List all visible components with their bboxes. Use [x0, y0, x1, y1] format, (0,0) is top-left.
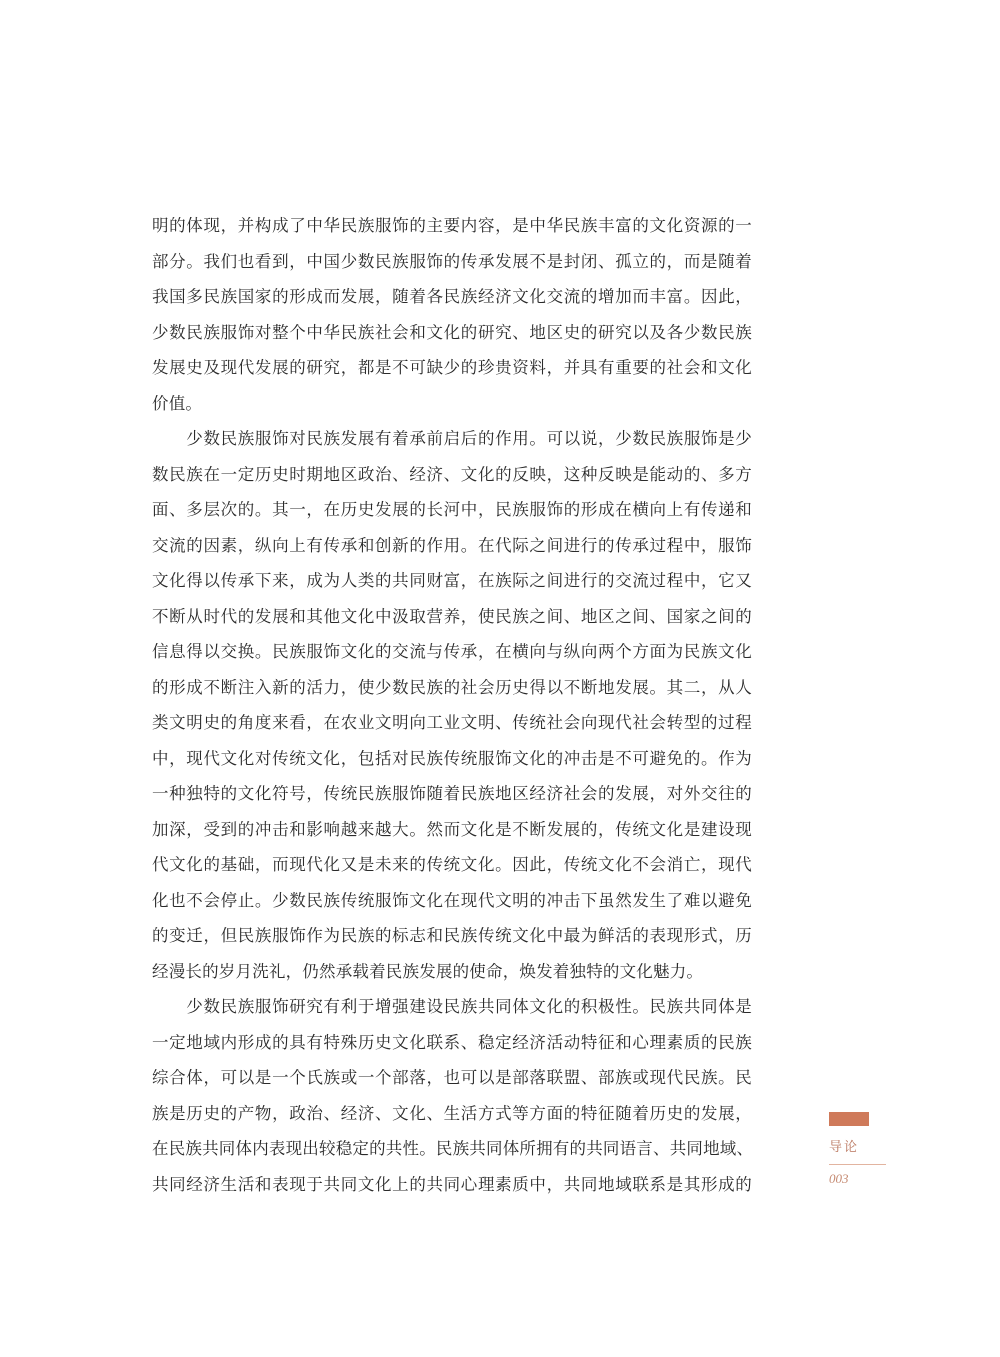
text-line: 面、多层次的。其一，在历史发展的长河中，民族服饰的形成在横向上有传递和 — [152, 500, 752, 519]
text-line: 少数民族服饰研究有利于增强建设民族共同体文化的积极性。民族共同体是 — [152, 997, 752, 1016]
body-text — [152, 208, 752, 1202]
text-line: 代文化的基础，而现代化又是未来的传统文化。因此，传统文化不会消亡，现代 — [152, 855, 752, 874]
text-line: 中，现代文化对传统文化，包括对民族传统服饰文化的冲击是不可避免的。作为 — [152, 748, 752, 768]
text-line: 不断从时代的发展和其他文化中汲取营养，使民族之间、地区之间、国家之间的 — [152, 606, 752, 626]
text-line: 的形成不断注入新的活力，使少数民族的社会历史得以不断地发展。其二，从人 — [152, 677, 752, 697]
text-line: 在民族共同体内表现出较稳定的共性。民族共同体所拥有的共同语言、共同地域、 — [152, 1139, 754, 1158]
text-line: 一定地域内形成的具有特殊历史文化联系、稳定经济活动特征和心理素质的民族 — [152, 1032, 752, 1052]
page-number: 003 — [829, 1171, 849, 1186]
sidebar-divider — [829, 1164, 886, 1165]
text-line: 综合体，可以是一个氏族或一个部落，也可以是部落联盟、部族或现代民族。民 — [152, 1068, 752, 1087]
text-line: 加深，受到的冲击和影响越来越大。然而文化是不断发展的，传统文化是建设现 — [152, 819, 752, 839]
text-line: 经漫长的岁月洗礼，仍然承载着民族发展的使命，焕发着独特的文化魅力。 — [152, 961, 704, 981]
text-line: 文化得以传承下来，成为人类的共同财富，在族际之间进行的交流过程中，它又 — [152, 571, 752, 590]
text-line: 信息得以交换。民族服饰文化的交流与传承，在横向与纵向两个方面为民族文化 — [152, 642, 752, 661]
text-line: 族是历史的产物，政治、经济、文化、生活方式等方面的特征随着历史的发展， — [152, 1103, 752, 1123]
accent-bar — [829, 1112, 869, 1126]
text-line: 少数民族服饰对民族发展有着承前启后的作用。可以说，少数民族服饰是少 — [152, 429, 752, 448]
text-line: 部分。我们也看到，中国少数民族服饰的传承发展不是封闭、孤立的，而是随着 — [152, 251, 752, 271]
text-line: 发展史及现代发展的研究，都是不可缺少的珍贵资料，并具有重要的社会和文化 — [152, 358, 752, 377]
text-line: 一种独特的文化符号，传统民族服饰随着民族地区经济社会的发展，对外交往的 — [152, 784, 752, 803]
text-line: 明的体现，并构成了中华民族服饰的主要内容，是中华民族丰富的文化资源的一 — [152, 216, 752, 235]
text-line: 交流的因素，纵向上有传承和创新的作用。在代际之间进行的传承过程中，服饰 — [152, 535, 752, 555]
text-line: 的变迁，但民族服饰作为民族的标志和民族传统文化中最为鲜活的表现形式，历 — [152, 926, 752, 945]
page-sidebar — [829, 1112, 887, 1187]
text-line: 类文明史的角度来看，在农业文明向工业文明、传统社会向现代社会转型的过程 — [152, 713, 752, 732]
text-line: 化也不会停止。少数民族传统服饰文化在现代文明的冲击下虽然发生了难以避免 — [152, 890, 752, 910]
text-line: 我国多民族国家的形成而发展，随着各民族经济文化交流的增加而丰富。因此， — [152, 287, 752, 306]
text-line: 数民族在一定历史时期地区政治、经济、文化的反映，这种反映是能动的、多方 — [152, 464, 752, 484]
text-line: 少数民族服饰对整个中华民族社会和文化的研究、地区史的研究以及各少数民族 — [152, 322, 752, 342]
section-label: 导论 — [829, 1140, 860, 1155]
text-line: 价值。 — [152, 393, 203, 413]
text-line: 共同经济生活和表现于共同文化上的共同心理素质中，共同地域联系是其形成的 — [152, 1174, 752, 1194]
